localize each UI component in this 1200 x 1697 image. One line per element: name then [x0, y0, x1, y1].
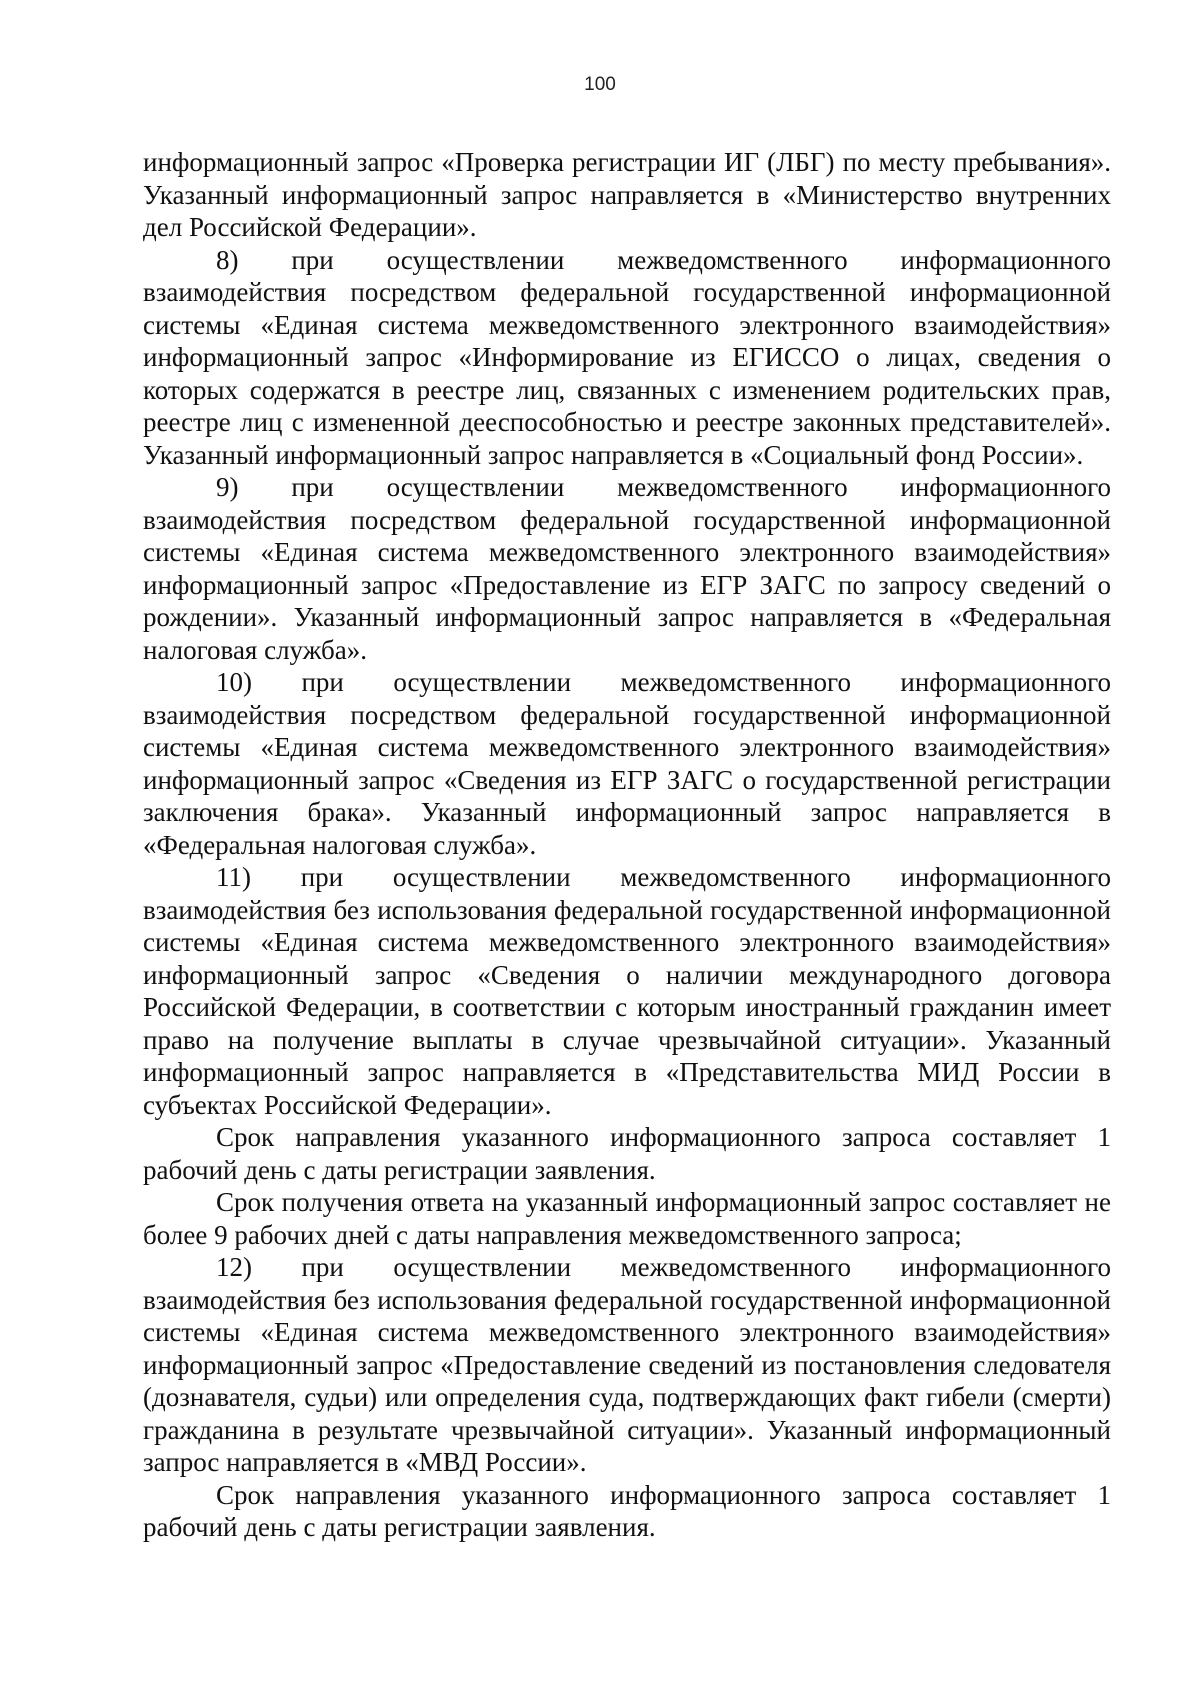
paragraph-item-10: 10) при осуществлении межведомственного информационного взаимодействия посредством федеральной государственной информационной системы «Единая система межведомственного электронного взаимодействия» информационный запрос «Сведения из ЕГР ЗАГС о государственной регистрации заключения брака». Указанный информационный запрос направляется в «Федеральная налоговая служба». — [143, 667, 1111, 860]
paragraph-item-12: 12) при осуществлении межведомственного информационного взаимодействия без использования федеральной государственной информационной системы «Единая система межведомственного электронного взаимодействия» информационный запрос «Предоставление сведений из постановления следователя (дознавателя, судьи) или определения суда, подтверждающих факт гибели (смерти) гражданина в результате чрезвычайной ситуации». Указанный информационный запрос направляется в «МВД России». — [143, 1252, 1111, 1477]
paragraph-term-response: Срок получения ответа на указанный информационный запрос составляет не более 9 рабочих дней с даты направления межведомственного запроса; — [143, 1187, 1111, 1250]
page-number: 100 — [584, 74, 616, 95]
paragraph-item-11: 11) при осуществлении межведомственного информационного взаимодействия без использования федеральной государственной информационной системы «Единая система межведомственного электронного взаимодействия» информационный запрос «Сведения о наличии международного договора Российской Федерации, в соответствии с которым иностранный гражданин имеет право на получение выплаты в случае чрезвычайной ситуации». Указанный информационный запрос направляется в «Представительства МИД России в субъектах Российской Федерации». — [143, 862, 1111, 1120]
paragraph-term-sending: Срок направления указанного информационного запроса составляет 1 рабочий день с даты регистрации заявления. — [143, 1122, 1111, 1185]
paragraph-term-sending-2: Срок направления указанного информационного запроса составляет 1 рабочий день с даты регистрации заявления. — [143, 1479, 1111, 1542]
paragraph-item-8: 8) при осуществлении межведомственного информационного взаимодействия посредством федеральной государственной информационной системы «Единая система межведомственного электронного взаимодействия» информационный запрос «Информирование из ЕГИССО о лицах, сведения о которых содержатся в реестре лиц, связанных с изменением родительских прав, реестре лиц с измененной дееспособностью и реестре законных представителей». Указанный информационный запрос направляется в «Социальный фонд России». — [143, 244, 1111, 470]
paragraph-continuation: информационный запрос «Проверка регистрации ИГ (ЛБГ) по месту пребывания». Указанный информационный запрос направляется в «Министерство внутренних дел Российской Федерации». — [143, 147, 1111, 242]
document-body — [143, 146, 1111, 1544]
paragraph-item-9: 9) при осуществлении межведомственного информационного взаимодействия посредством федеральной государственной информационной системы «Единая система межведомственного электронного взаимодействия» информационный запрос «Предоставление из ЕГР ЗАГС по запросу сведений о рождении». Указанный информационный запрос направляется в «Федеральная налоговая служба». — [143, 472, 1111, 665]
